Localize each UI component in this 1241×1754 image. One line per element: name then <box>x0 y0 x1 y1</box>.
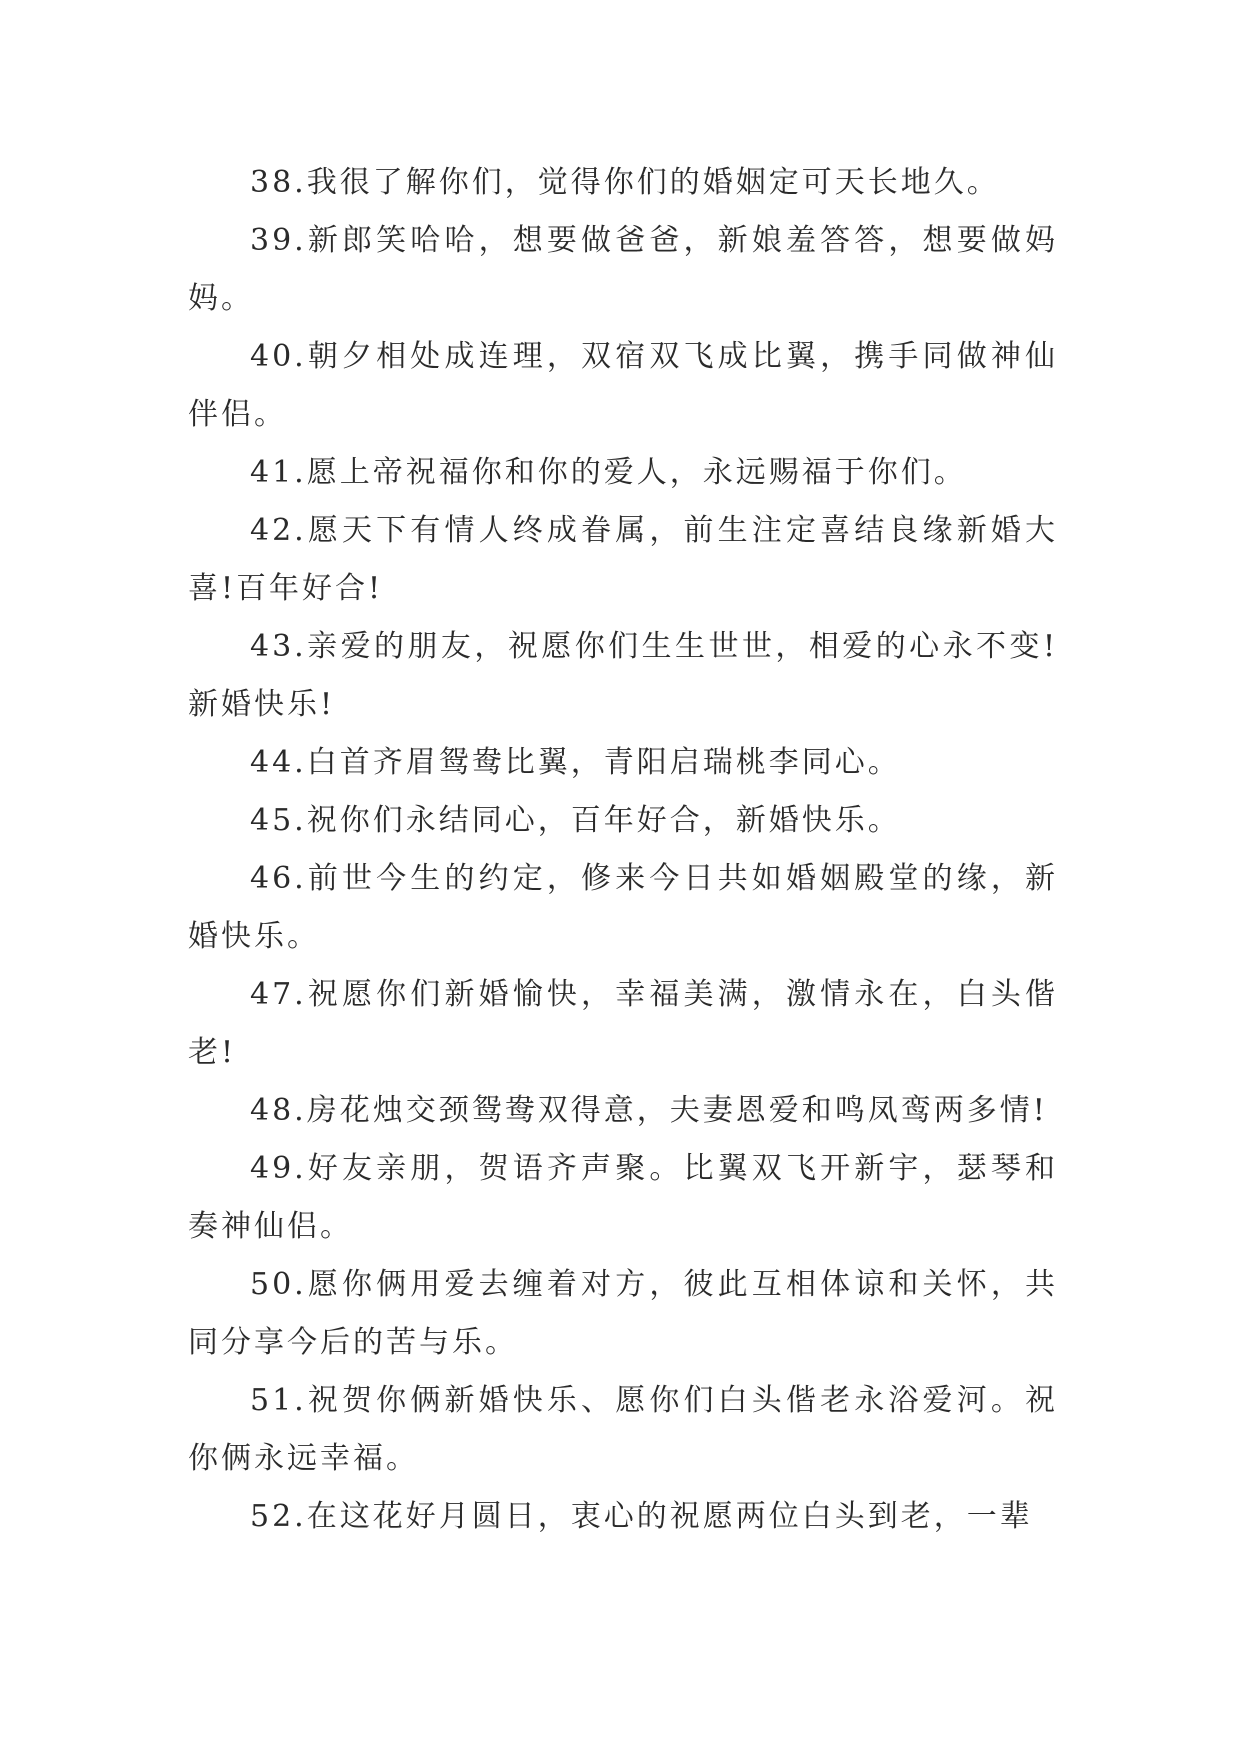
paragraph-44: 44.白首齐眉鸳鸯比翼，青阳启瑞桃李同心。 <box>250 745 901 780</box>
paragraph-49: 49.好友亲朋，贺语齐声聚。比翼双飞开新宇，瑟琴和奏神仙侣。 <box>188 1151 1058 1244</box>
paragraph-45: 45.祝你们永结同心，百年好合，新婚快乐。 <box>250 803 901 838</box>
paragraph-40: 40.朝夕相处成连理，双宿双飞成比翼，携手同做神仙伴侣。 <box>188 339 1058 432</box>
paragraph-38: 38.我很了解你们，觉得你们的婚姻定可天长地久。 <box>250 165 1000 200</box>
paragraph-42: 42.愿天下有情人终成眷属，前生注定喜结良缘新婚大喜!百年好合! <box>188 513 1058 606</box>
document-body <box>188 154 1058 1546</box>
paragraph-41: 41.愿上帝祝福你和你的爱人，永远赐福于你们。 <box>250 455 967 490</box>
paragraph-51: 51.祝贺你俩新婚快乐、愿你们白头偕老永浴爱河。祝你俩永远幸福。 <box>188 1383 1058 1476</box>
paragraph-48: 48.房花烛交颈鸳鸯双得意，夫妻恩爱和鸣凤鸾两多情! <box>250 1093 1048 1128</box>
paragraph-39: 39.新郎笑哈哈，想要做爸爸，新娘羞答答，想要做妈妈。 <box>188 223 1058 316</box>
paragraph-43: 43.亲爱的朋友，祝愿你们生生世世，相爱的心永不变!新婚快乐! <box>188 629 1058 722</box>
paragraph-50: 50.愿你俩用爱去缠着对方，彼此互相体谅和关怀，共同分享今后的苦与乐。 <box>188 1267 1058 1360</box>
paragraph-47: 47.祝愿你们新婚愉快，幸福美满，激情永在，白头偕老! <box>188 977 1058 1070</box>
paragraph-46: 46.前世今生的约定，修来今日共如婚姻殿堂的缘，新婚快乐。 <box>188 861 1058 954</box>
paragraph-52: 52.在这花好月圆日，衷心的祝愿两位白头到老，一辈 <box>250 1499 1033 1534</box>
